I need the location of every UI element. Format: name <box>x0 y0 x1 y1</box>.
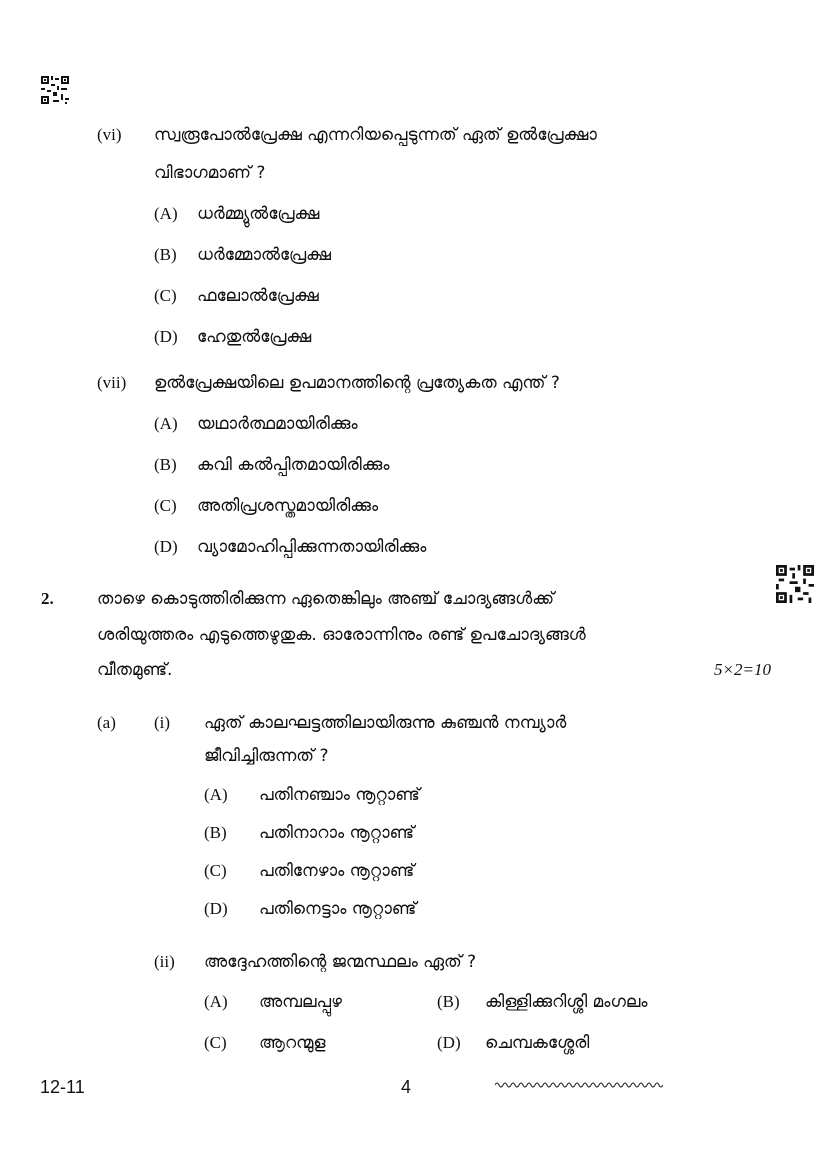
option-label: (B) <box>154 245 177 264</box>
question-label: (vii) <box>97 373 127 392</box>
option-label: (B) <box>204 823 227 842</box>
option-text: പതിനെട്ടാം നൂറ്റാണ്ട് <box>259 899 417 919</box>
option-text: പതിനഞ്ചാം നൂറ്റാണ്ട് <box>259 785 420 805</box>
question-text: താഴെ കൊടുത്തിരിക്കുന്ന ഏതെങ്കിലും അഞ്ച് ചോദ്യങ്ങൾക്ക് <box>97 589 555 609</box>
option-label: (C) <box>204 861 227 880</box>
option-text: അമ്പലപ്പുഴ <box>259 992 342 1012</box>
option-label: (A) <box>154 204 178 223</box>
question-text: ഏത് കാലഘട്ടത്തിലായിരുന്നു കുഞ്ചൻ നമ്പ്യാർ <box>204 713 567 733</box>
option-text: കവി കൽപ്പിതമായിരിക്കും <box>197 455 390 475</box>
question-text: ശരിയുത്തരം എടുത്തെഴുതുക. ഓരോന്നിനും രണ്ട് ഉപചോദ്യങ്ങൾ <box>97 625 586 645</box>
question-label: (vi) <box>97 125 122 144</box>
page-number: 4 <box>401 1077 412 1097</box>
option-label: (B) <box>154 455 177 474</box>
option-text: ആറന്മുള <box>259 1033 326 1053</box>
paper-code: 12-11 <box>40 1077 85 1097</box>
option-text: ധർമ്മ്യുൽപ്രേക്ഷ <box>197 204 320 224</box>
question-text: അദ്ദേഹത്തിന്റെ ജന്മസ്ഥലം ഏത് ? <box>204 952 477 972</box>
option-text: അതിപ്രശസ്തമായിരിക്കും <box>197 496 379 516</box>
qr-code-right <box>776 565 814 603</box>
subquestion-label: (i) <box>154 713 171 732</box>
option-label: (A) <box>204 785 228 804</box>
option-text: പതിനാറാം നൂറ്റാണ്ട് <box>259 823 415 843</box>
question-text: വിഭാഗമാണ് ? <box>154 163 266 183</box>
option-label: (D) <box>437 1033 461 1052</box>
option-label: (B) <box>437 992 460 1011</box>
option-label: (A) <box>204 992 228 1011</box>
option-label: (D) <box>154 537 178 556</box>
option-text: ധർമ്മോൽപ്രേക്ഷ <box>197 245 331 265</box>
wavy-line-decoration <box>495 1080 663 1090</box>
subquestion-label: (ii) <box>154 952 175 971</box>
option-label: (C) <box>154 286 177 305</box>
option-label: (C) <box>154 496 177 515</box>
option-label: (D) <box>204 899 228 918</box>
question-text: ഉൽപ്രേക്ഷയിലെ ഉപമാനത്തിന്റെ പ്രത്യേകത എന്ത് ? <box>154 373 560 393</box>
option-label: (A) <box>154 414 178 433</box>
option-text: യഥാർത്ഥമായിരിക്കും <box>197 414 358 434</box>
question-text: സ്വരൂപോൽപ്രേക്ഷ എന്നറിയപ്പെടുന്നത് ഏത് ഉൽപ്രേക്ഷാ <box>154 125 597 145</box>
option-label: (D) <box>154 327 178 346</box>
question-number: 2. <box>41 589 54 608</box>
option-text: ചെമ്പകശ്ശേരി <box>485 1033 590 1053</box>
option-text: ഹേതുൽപ്രേക്ഷ <box>197 327 312 347</box>
option-text: കിള്ളിക്കുറിശ്ശി മംഗലം <box>485 992 648 1012</box>
subquestion-label: (a) <box>97 713 116 732</box>
option-text: വ്യാമോഹിപ്പിക്കുന്നതായിരിക്കും <box>197 537 427 557</box>
qr-code-top-left <box>41 76 69 104</box>
question-text: ജീവിച്ചിരുന്നത് ? <box>204 746 329 766</box>
option-label: (C) <box>204 1033 227 1052</box>
question-text: വീതമുണ്ട്. <box>97 660 173 680</box>
marks: 5×2=10 <box>714 660 771 679</box>
option-text: ഫലോൽപ്രേക്ഷ <box>197 286 319 306</box>
option-text: പതിനേഴാം നൂറ്റാണ്ട് <box>259 861 415 881</box>
